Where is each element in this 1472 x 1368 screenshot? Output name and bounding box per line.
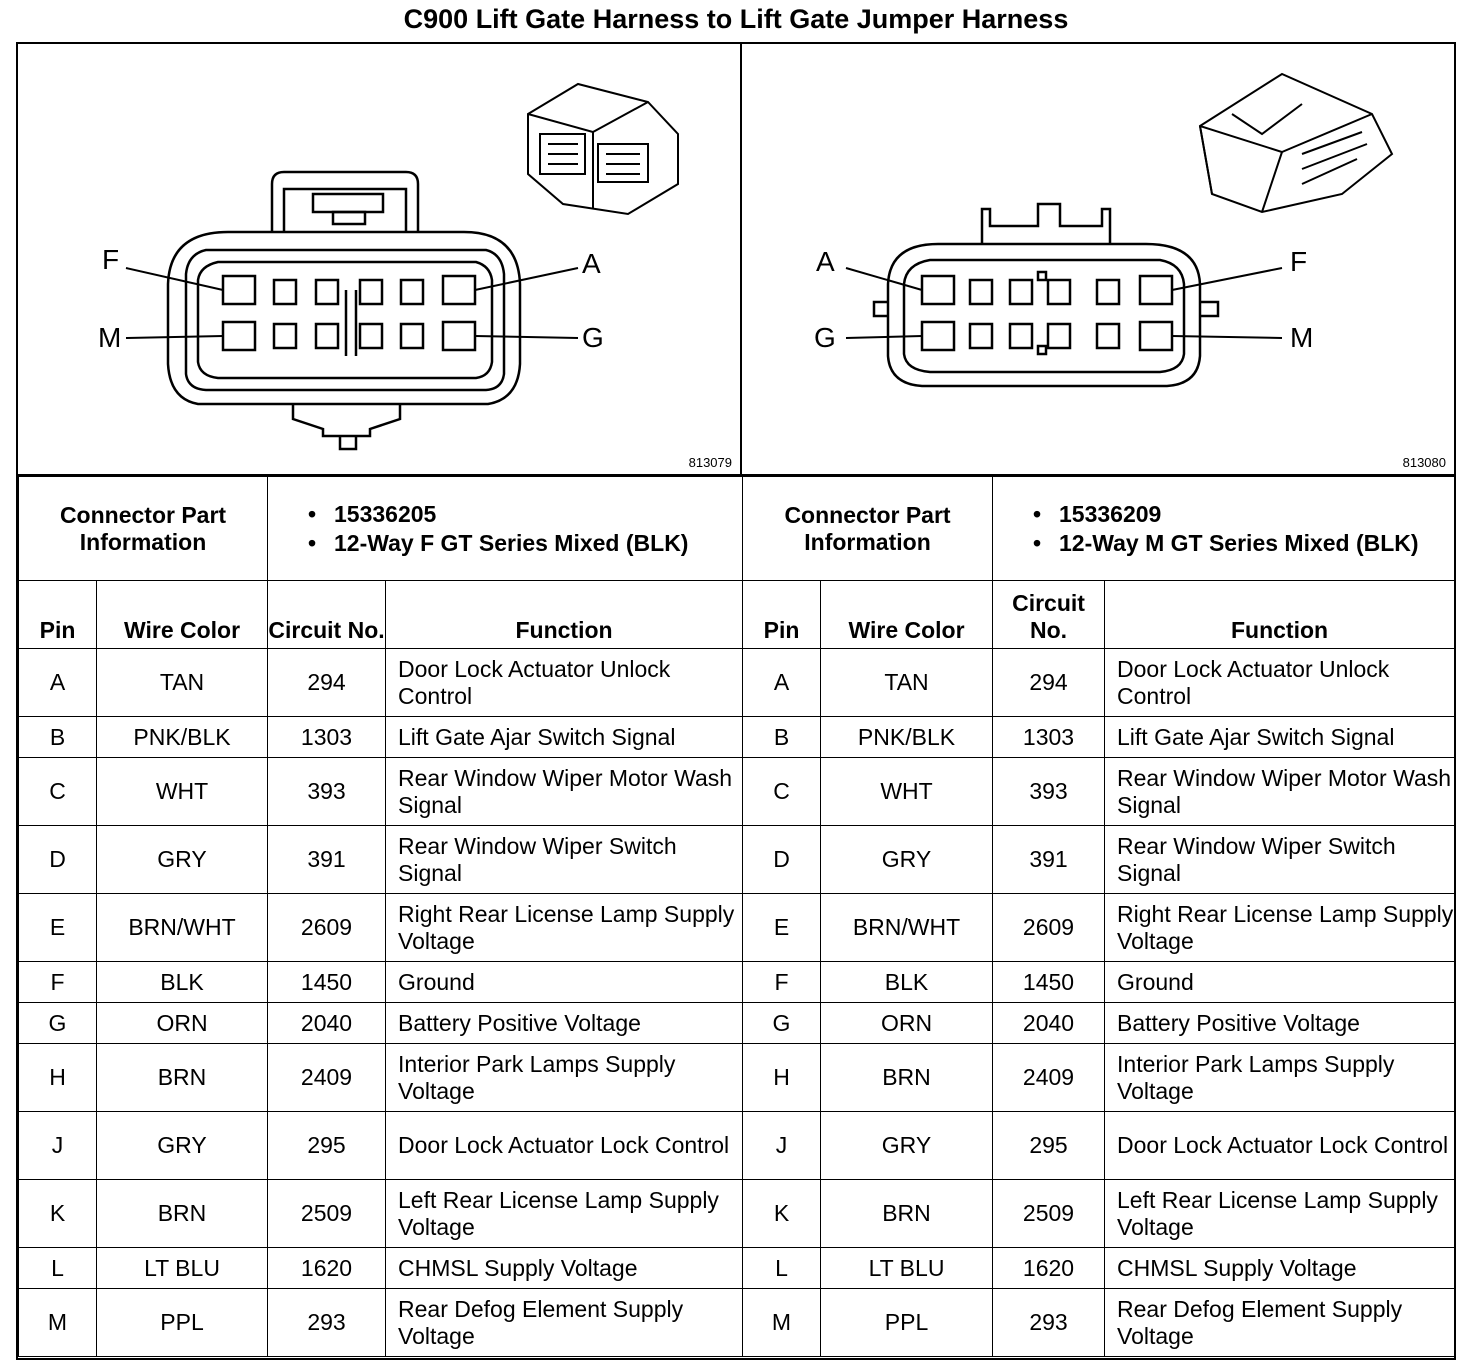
circuit-cell: 391 [268,826,386,894]
circuit-cell: 1303 [268,717,386,758]
part-description: • 12-Way M GT Series Mixed (BLK) [1033,529,1454,558]
part-number: • 15336205 [308,500,742,529]
male-cavities [922,272,1172,354]
function-cell: Right Rear License Lamp Supply Voltage [386,894,743,962]
circuit-cell: 2609 [993,894,1105,962]
circuit-cell: 391 [993,826,1105,894]
function-header: Function [1105,581,1455,649]
wire-color-cell: PPL [97,1289,268,1357]
circuit-cell: 1620 [268,1248,386,1289]
male-pinout-table [742,476,1455,1357]
pin-row [743,1044,1455,1112]
wire-color-cell: PNK/BLK [821,717,993,758]
wire-color-header: Wire Color [97,581,268,649]
wire-color-cell: GRY [97,1112,268,1180]
circuit-cell: 293 [268,1289,386,1357]
function-cell: Rear Window Wiper Motor Wash Signal [386,758,743,826]
pin-cell: A [19,649,97,717]
pin-row [743,649,1455,717]
pin-row [743,1112,1455,1180]
pin-row [19,894,743,962]
wire-color-cell: GRY [97,826,268,894]
female-connector-body [168,172,520,449]
pin-cell: H [743,1044,821,1112]
pin-cell: G [19,1003,97,1044]
wire-color-cell: WHT [821,758,993,826]
pin-row [743,1248,1455,1289]
pin-cell: J [19,1112,97,1180]
pin-cell: K [19,1180,97,1248]
pin-header: Pin [743,581,821,649]
pin-cell: C [743,758,821,826]
female-leader-lines [126,268,578,338]
wire-color-cell: BRN [97,1180,268,1248]
pin-label-bottom-right: G [582,322,604,353]
wire-color-cell: LT BLU [97,1248,268,1289]
female-cavities [223,276,475,350]
part-description: • 12-Way F GT Series Mixed (BLK) [308,529,742,558]
part-info [268,477,743,581]
wire-color-cell: GRY [821,826,993,894]
wire-color-cell: BRN/WHT [97,894,268,962]
pin-cell: L [19,1248,97,1289]
female-pinout-table [18,476,743,1357]
pin-cell: K [743,1180,821,1248]
male-connector-diagram [742,44,1454,476]
function-cell: Ground [1105,962,1455,1003]
pin-row [19,717,743,758]
pin-row [743,1289,1455,1357]
figure-id: 813079 [688,455,732,470]
function-cell: Rear Window Wiper Switch Signal [1105,826,1455,894]
circuit-cell: 2609 [268,894,386,962]
circuit-cell: 393 [993,758,1105,826]
wire-color-cell: ORN [97,1003,268,1044]
pin-label-top-right: F [1290,246,1308,277]
pin-label-bottom-right: M [1290,322,1314,353]
function-cell: CHMSL Supply Voltage [1105,1248,1455,1289]
function-cell: Ground [386,962,743,1003]
circuit-header: Circuit No. [268,581,386,649]
function-cell: Rear Defog Element Supply Voltage [386,1289,743,1357]
header-row [19,581,743,649]
harness-frame [16,42,1456,1360]
pin-row [19,1248,743,1289]
female-connector-thumbnail [528,84,678,214]
function-cell: Battery Positive Voltage [1105,1003,1455,1044]
pin-cell: E [743,894,821,962]
wire-color-cell: PNK/BLK [97,717,268,758]
pin-cell: E [19,894,97,962]
wire-color-cell: ORN [821,1003,993,1044]
pin-cell: M [743,1289,821,1357]
pin-row [19,1003,743,1044]
function-cell: Lift Gate Ajar Switch Signal [386,717,743,758]
circuit-cell: 294 [268,649,386,717]
pin-row [743,758,1455,826]
wire-color-cell: BRN [97,1044,268,1112]
wire-color-cell: TAN [821,649,993,717]
pin-cell: H [19,1044,97,1112]
circuit-cell: 295 [268,1112,386,1180]
circuit-cell: 295 [993,1112,1105,1180]
pin-cell: A [743,649,821,717]
pin-row [743,1180,1455,1248]
pin-cell: B [743,717,821,758]
pin-cell: D [19,826,97,894]
pin-label-top-left: A [816,246,835,277]
figure-id: 813080 [1402,455,1446,470]
function-cell: Door Lock Actuator Lock Control [386,1112,743,1180]
function-cell: Lift Gate Ajar Switch Signal [1105,717,1455,758]
part-info [993,477,1455,581]
pin-row [19,962,743,1003]
circuit-cell: 1620 [993,1248,1105,1289]
pin-row [19,1180,743,1248]
circuit-cell: 1450 [993,962,1105,1003]
wire-color-cell: WHT [97,758,268,826]
male-connector-body [874,204,1218,386]
female-connector-drawing [18,44,740,474]
pin-cell: L [743,1248,821,1289]
connector-info-row [743,477,1455,581]
function-header: Function [386,581,743,649]
pin-row [19,1112,743,1180]
circuit-cell: 294 [993,649,1105,717]
circuit-cell: 1303 [993,717,1105,758]
pin-row [743,894,1455,962]
pin-label-bottom-left: M [98,322,122,353]
function-cell: Right Rear License Lamp Supply Voltage [1105,894,1455,962]
pin-cell: J [743,1112,821,1180]
pin-row [19,1289,743,1357]
male-connector-thumbnail [1200,74,1392,212]
wire-color-cell: BLK [97,962,268,1003]
pin-row [743,717,1455,758]
wire-color-cell: LT BLU [821,1248,993,1289]
function-cell: Door Lock Actuator Unlock Control [1105,649,1455,717]
function-cell: Left Rear License Lamp Supply Voltage [386,1180,743,1248]
connector-part-label: Connector Part Information [19,477,268,581]
part-number: • 15336209 [1033,500,1454,529]
pin-cell: D [743,826,821,894]
pin-cell: F [743,962,821,1003]
circuit-cell: 2040 [993,1003,1105,1044]
function-cell: Left Rear License Lamp Supply Voltage [1105,1180,1455,1248]
pin-cell: M [19,1289,97,1357]
function-cell: Interior Park Lamps Supply Voltage [386,1044,743,1112]
circuit-cell: 2409 [993,1044,1105,1112]
female-connector-diagram [18,44,742,476]
function-cell: Rear Defog Element Supply Voltage [1105,1289,1455,1357]
function-cell: Door Lock Actuator Unlock Control [386,649,743,717]
function-cell: CHMSL Supply Voltage [386,1248,743,1289]
pin-cell: G [743,1003,821,1044]
pin-label-top-left: F [102,244,120,275]
wire-color-cell: GRY [821,1112,993,1180]
circuit-header: Circuit No. [993,581,1105,649]
wire-color-cell: TAN [97,649,268,717]
wire-color-cell: BLK [821,962,993,1003]
connector-info-row [19,477,743,581]
pin-row [19,758,743,826]
pin-row [19,649,743,717]
wire-color-cell: PPL [821,1289,993,1357]
circuit-cell: 1450 [268,962,386,1003]
pin-label-top-right: A [582,248,601,279]
connector-part-label: Connector Part Information [743,477,993,581]
wire-color-cell: BRN/WHT [821,894,993,962]
pin-cell: F [19,962,97,1003]
pin-label-bottom-left: G [814,322,836,353]
pin-row [743,962,1455,1003]
wire-color-cell: BRN [821,1044,993,1112]
pin-row [19,1044,743,1112]
circuit-cell: 2040 [268,1003,386,1044]
function-cell: Rear Window Wiper Switch Signal [386,826,743,894]
pin-row [743,1003,1455,1044]
pin-cell: C [19,758,97,826]
circuit-cell: 2509 [993,1180,1105,1248]
function-cell: Door Lock Actuator Lock Control [1105,1112,1455,1180]
page-title: C900 Lift Gate Harness to Lift Gate Jumper Harness [403,4,1069,34]
male-connector-drawing [742,44,1452,474]
pin-header: Pin [19,581,97,649]
circuit-cell: 393 [268,758,386,826]
pin-row [743,826,1455,894]
function-cell: Interior Park Lamps Supply Voltage [1105,1044,1455,1112]
wire-color-header: Wire Color [821,581,993,649]
function-cell: Battery Positive Voltage [386,1003,743,1044]
circuit-cell: 2409 [268,1044,386,1112]
header-row [743,581,1455,649]
function-cell: Rear Window Wiper Motor Wash Signal [1105,758,1455,826]
wire-color-cell: BRN [821,1180,993,1248]
pin-cell: B [19,717,97,758]
circuit-cell: 293 [993,1289,1105,1357]
pin-row [19,826,743,894]
circuit-cell: 2509 [268,1180,386,1248]
